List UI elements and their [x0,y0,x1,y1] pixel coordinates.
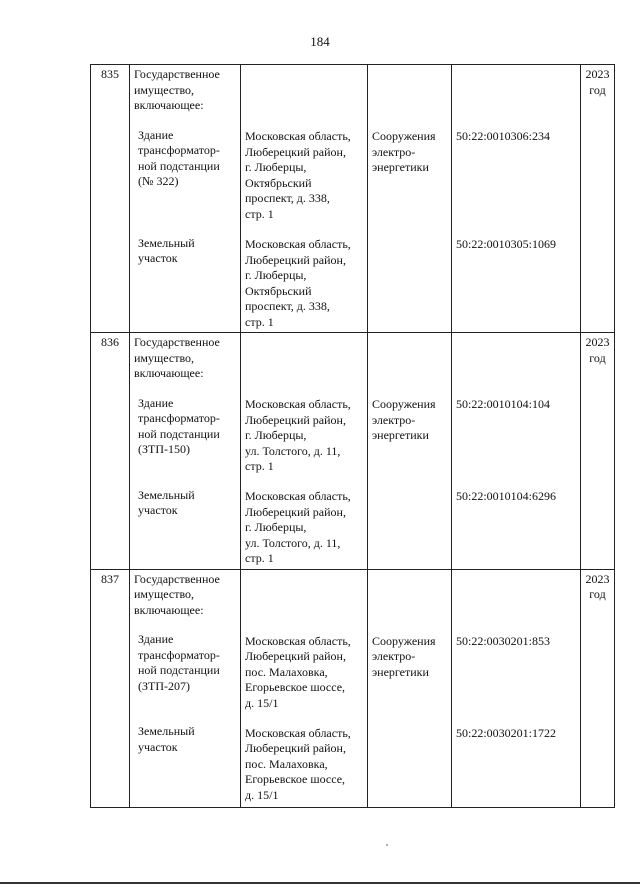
object-name-cell [130,569,241,807]
address-cell [241,333,368,570]
building-name: Здание трансформатор- ной подстанции (ЗТП-150) [138,395,220,456]
building-cadastral-number: 50:22:0030201:853 [456,633,551,648]
year-cell: 2023 год [581,65,615,333]
object-name-cell [130,65,241,333]
row-number: 837 [91,569,130,807]
building-address: Московская область, Люберецкий район, г. Люберцы, ул. Толстого, д. 11, стр. 1 [245,397,351,473]
land-address: Московская область, Люберецкий район, пос. Малаховка, Егорьевское шоссе, д. 15/1 [245,725,351,802]
land-name: Земельный участок [138,724,195,754]
address-cell [241,569,368,807]
purpose-cell [368,569,452,807]
page-number: 184 [310,34,330,49]
cadastral-cell [452,569,581,807]
building-address: Московская область, Люберецкий район, пос. Малаховка, Егорьевское шоссе, д. 15/1 [245,633,351,710]
address-cell [241,65,368,333]
group-title: Государственное имущество, включающее: [134,335,220,380]
building-purpose: Сооружения электро- энергетики [372,633,436,679]
table-row [91,65,615,333]
land-cadastral-number: 50:22:0010305:1069 [456,237,557,251]
group-title: Государственное имущество, включающее: [134,571,220,617]
year-cell: 2023 год [581,569,615,807]
land-address: Московская область, Люберецкий район, г. Люберцы, Октябрьский проспект, д. 338, стр. 1 [245,237,351,329]
purpose-cell [368,333,452,570]
group-title: Государственное имущество, включающее: [134,67,220,112]
building-purpose: Сооружения электро- энергетики [372,129,436,174]
building-purpose: Сооружения электро- энергетики [372,397,436,442]
scan-edge-line [0,882,640,884]
land-name: Земельный участок [138,487,195,517]
building-cadastral-number: 50:22:0010306:234 [456,129,551,143]
purpose-cell [368,65,452,333]
table-row [91,569,615,807]
property-registry-table [90,64,615,808]
building-name: Здание трансформатор- ной подстанции (ЗТП-207) [138,632,220,693]
building-name: Здание трансформатор- ной подстанции (№ 322) [138,127,220,188]
land-address: Московская область, Люберецкий район, г. Люберцы, ул. Толстого, д. 11, стр. 1 [245,489,351,565]
year-cell: 2023 год [581,333,615,570]
row-number: 836 [91,333,130,570]
scan-speck [386,844,388,846]
land-cadastral-number: 50:22:0030201:1722 [456,725,557,740]
table-row [91,333,615,570]
cadastral-cell [452,65,581,333]
land-name: Земельный участок [138,235,195,265]
row-number: 835 [91,65,130,333]
land-cadastral-number: 50:22:0010104:6296 [456,489,557,503]
object-name-cell [130,333,241,570]
building-cadastral-number: 50:22:0010104:104 [456,397,551,411]
cadastral-cell [452,333,581,570]
building-address: Московская область, Люберецкий район, г. Люберцы, Октябрьский проспект, д. 338, стр. 1 [245,129,351,221]
registry-body [91,65,615,808]
